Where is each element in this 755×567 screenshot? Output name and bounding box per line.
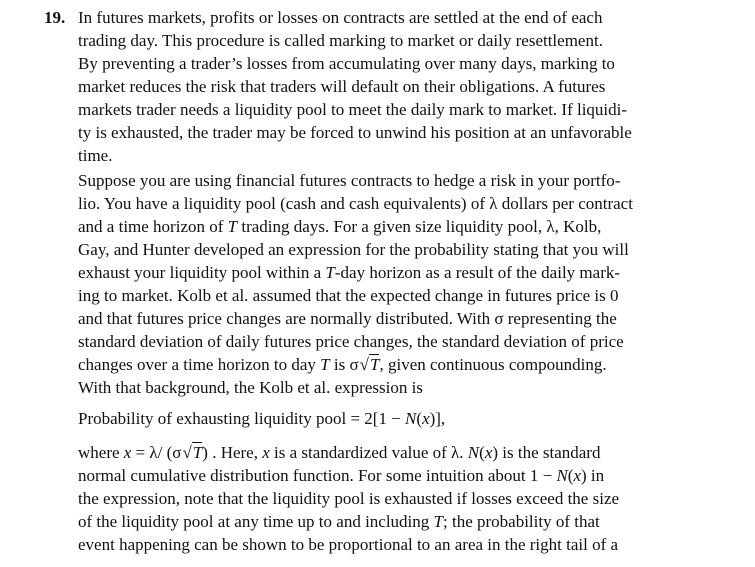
equation-lhs: Probability of exhausting liquidity pool = 2[1 − xyxy=(78,409,406,428)
text-run: -day horizon as a result of the daily mark- xyxy=(334,263,621,282)
text-line: With that background, the Kolb et al. expression is xyxy=(78,378,423,397)
var-x: x xyxy=(262,443,270,462)
text-line xyxy=(78,511,600,532)
text-run: ; the probability of that xyxy=(443,512,600,531)
var-T: T xyxy=(320,355,330,374)
text-run: is a standardized value of λ. xyxy=(269,443,468,462)
equation-rhs: )], xyxy=(429,409,446,428)
text-line: normal cumulative distribution function. For some intuition about 1 − N(x) in xyxy=(78,466,605,485)
text-line: In futures markets, profits or losses on contracts are settled at the end of each xyxy=(78,8,603,27)
text-run: where xyxy=(78,443,124,462)
sqrt-symbol: √T xyxy=(359,355,380,374)
text-line: where x = λ/ (σ√T) . Here, x is a standardized value of λ. N(x) is the standard xyxy=(78,443,601,462)
var-x: x xyxy=(573,466,582,485)
text-line: By preventing a trader’s losses from accumulating over many days, marking to xyxy=(78,54,615,73)
var-T: T xyxy=(370,355,380,374)
var-T: T xyxy=(227,217,238,236)
text-run: normal cumulative distribution function. For some intuition about 1 − xyxy=(78,466,557,485)
text-line xyxy=(78,262,620,283)
text-line: ty is exhausted, the trader may be forced to unwind his position at an unfavorable xyxy=(78,123,632,142)
text-run: ) . Here, xyxy=(202,443,263,462)
text-line: Gay, and Hunter developed an expression for the probability stating that you will xyxy=(78,240,629,259)
text-line: event happening can be shown to be proportional to an area in the right tail of a xyxy=(78,535,619,554)
problem-number: 19. xyxy=(44,8,66,27)
text-line: Suppose you are using financial futures contracts to hedge a risk in your portfo- xyxy=(78,171,621,190)
var-N: N xyxy=(405,409,417,428)
text-line: standard deviation of daily futures price changes, the standard deviation of price xyxy=(78,332,624,351)
text-run: ) is the standard xyxy=(492,443,601,462)
var-T: T xyxy=(433,512,443,531)
text-line: trading day. This procedure is called marking to market or daily resettlement. xyxy=(78,31,603,50)
var-N: N xyxy=(556,466,568,485)
var-x: x xyxy=(422,409,430,428)
text-line: market reduces the risk that traders will default on their obligations. A futures xyxy=(78,77,606,96)
var-x: x xyxy=(484,443,493,462)
text-line: ing to market. Kolb et al. assumed that the expected change in futures price is 0 xyxy=(78,286,619,305)
var-T: T xyxy=(192,443,203,462)
text-line: the expression, note that the liquidity pool is exhausted if losses exceed the size xyxy=(78,489,620,508)
equation: Probability of exhausting liquidity pool = 2[1 − N(x)], xyxy=(78,409,446,428)
text-run: exhaust your liquidity pool within a xyxy=(78,263,326,282)
text-run: = λ/ (σ xyxy=(131,443,182,462)
text-run: trading days. For a given size liquidity pool, λ, Kolb, xyxy=(237,217,602,236)
var-x: x xyxy=(123,443,132,462)
text-run: , given continuous compounding. xyxy=(379,355,607,374)
var-T: T xyxy=(325,263,335,282)
text-line xyxy=(78,354,607,375)
text-run: changes over a time horizon to day xyxy=(78,355,321,374)
text-line: lio. You have a liquidity pool (cash and cash equivalents) of λ dollars per contract xyxy=(78,194,633,213)
text-run: ) in xyxy=(581,466,605,485)
text-line: markets trader needs a liquidity pool to meet the daily mark to market. If liquidi- xyxy=(78,100,628,119)
text-line: time. xyxy=(78,146,113,165)
text-line xyxy=(78,216,601,237)
text-run: of the liquidity pool at any time up to and including xyxy=(78,512,434,531)
sqrt-symbol: √T xyxy=(182,443,203,462)
text-run: is σ xyxy=(329,355,359,374)
text-run: and a time horizon of xyxy=(78,217,228,236)
var-N: N xyxy=(467,443,480,462)
text-line: and that futures price changes are normally distributed. With σ representing the xyxy=(78,309,617,328)
